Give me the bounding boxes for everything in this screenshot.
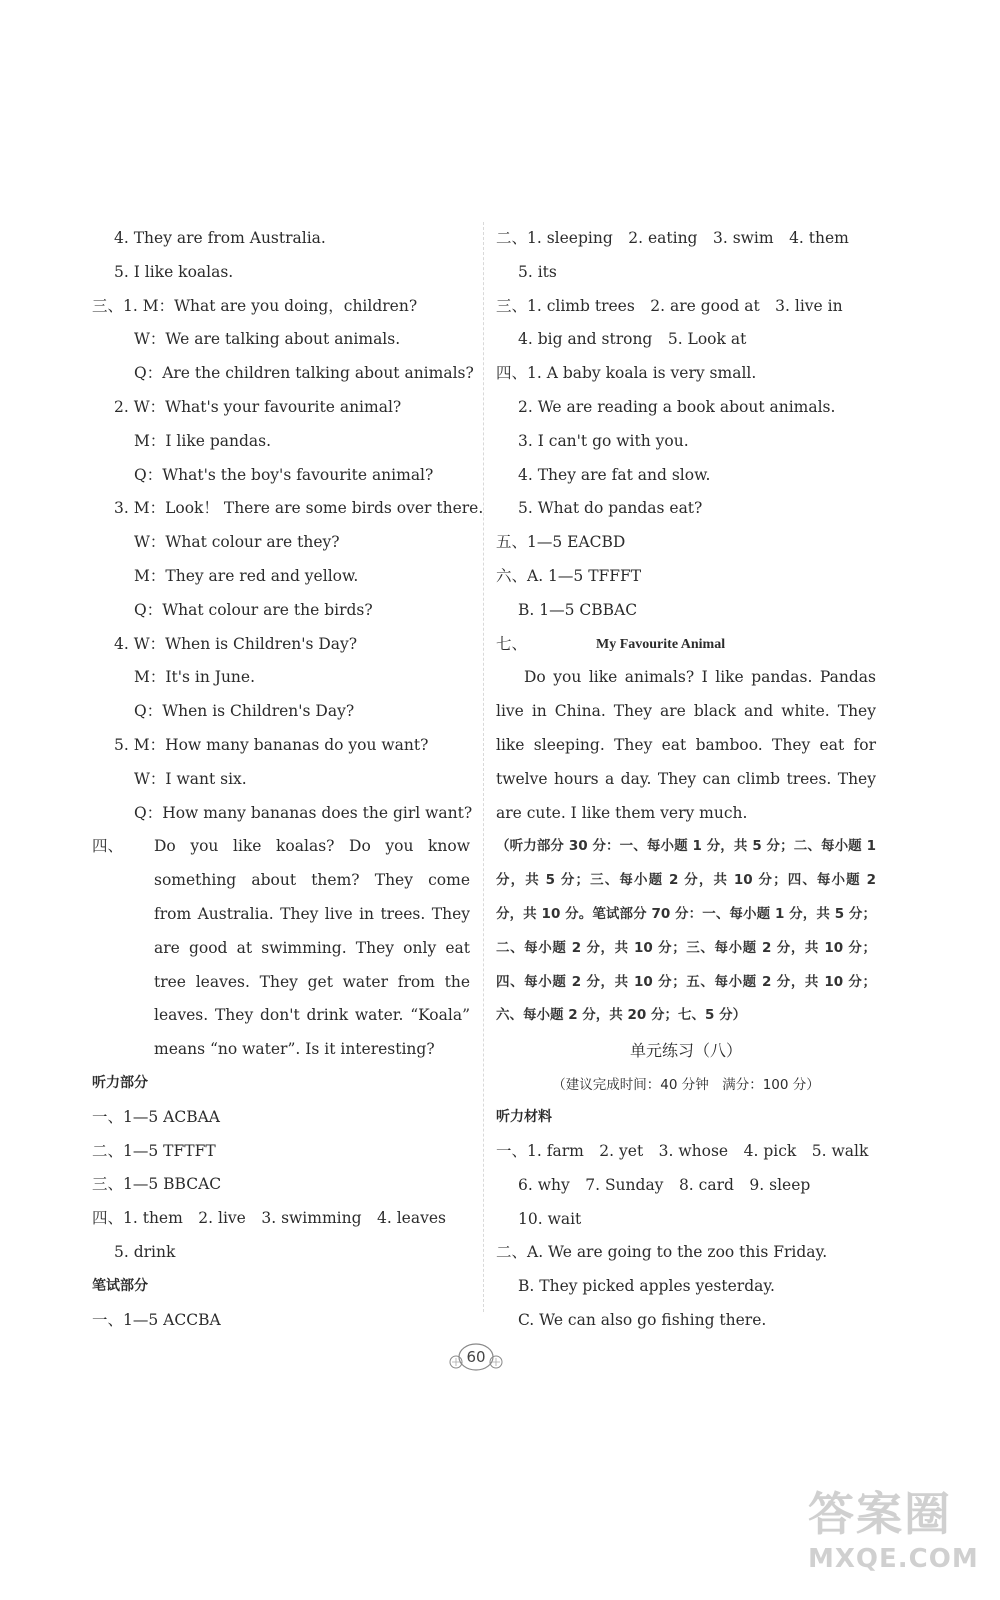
watermark-url: MXQE.COM	[808, 1544, 979, 1574]
answer-line: 5. its	[518, 262, 557, 281]
koala-passage-block	[92, 830, 470, 1067]
dialogue-line: W：I want six.	[134, 769, 247, 788]
watermark-text: 答案圈	[808, 1487, 952, 1541]
dialogue-line: W：We are talking about animals.	[134, 330, 401, 349]
right-column	[496, 222, 876, 1338]
koala-passage	[122, 830, 470, 1067]
column-divider	[483, 222, 484, 1312]
essay-title: My Favourite Animal	[596, 636, 726, 652]
dialogue-line: 3. M：Look！ There are some birds over there.	[114, 499, 484, 518]
answer-line: 四、1. them 2. live 3. swimming 4. leaves	[92, 1209, 446, 1228]
dialogue-line: 4. W：When is Children's Day?	[114, 634, 358, 653]
passage-text: Do you like koalas? Do you know something about them? They come from Australia. They live in trees. They are good at swimming. They only eat tree leaves. They get water from the leaves. They don't drink water. “Koala” means “no water”. Is it interesting?	[154, 837, 470, 1059]
answer-line: 一、1—5 ACBAA	[92, 1107, 220, 1126]
answer-line: 四、1. A baby koala is very small.	[496, 364, 757, 383]
answer-line: 5. I like koalas.	[114, 262, 234, 281]
unit-title: 单元练习（八）	[629, 1041, 742, 1061]
dialogue-line: Q：Are the children talking about animals?	[134, 364, 474, 383]
answer-line: 2. We are reading a book about animals.	[518, 397, 836, 416]
page-number-text: 60	[466, 1348, 486, 1366]
unit-subtitle: （建议完成时间：40 分钟 满分：100 分）	[552, 1077, 820, 1094]
answer-line: 二、A. We are going to the zoo this Friday.	[496, 1243, 828, 1262]
answer-line: 二、1—5 TFTFT	[92, 1141, 216, 1160]
answer-line: 4. big and strong 5. Look at	[518, 330, 747, 349]
dialogue-line: Q：How many bananas does the girl want?	[134, 803, 473, 822]
answer-line: 六、A. 1—5 TFFFT	[496, 566, 642, 585]
answer-line: 6. why 7. Sunday 8. card 9. sleep	[518, 1175, 811, 1194]
dialogue-line: M：It's in June.	[134, 668, 256, 687]
page-number	[448, 1340, 504, 1374]
section-heading-materials: 听力材料	[496, 1109, 552, 1126]
dialogue-line: Q：What colour are the birds?	[134, 600, 373, 619]
answer-line: 一、1. farm 2. yet 3. whose 4. pick 5. walk	[496, 1141, 869, 1160]
dialogue-line: Q：When is Children's Day?	[134, 702, 355, 721]
answer-line: 5. What do pandas eat?	[518, 499, 703, 518]
dialogue-line: M：I like pandas.	[134, 431, 272, 450]
answer-line: B. 1—5 CBBAC	[518, 600, 638, 619]
essay-heading-row	[496, 628, 876, 662]
dialogue-line: 2. W：What's your favourite animal?	[114, 397, 402, 416]
section-heading-written: 笔试部分	[92, 1277, 148, 1294]
essay-text: Do you like animals? I like pandas. Pandas live in China. They are black and white. They like sleeping. They eat bamboo. They eat for twelve hours a day. They can climb trees. They are cute. I like them very much.	[496, 668, 876, 822]
answer-line: 三、1. climb trees 2. are good at 3. live in	[496, 296, 843, 315]
answer-line: 10. wait	[518, 1209, 582, 1228]
answer-line: 5. drink	[114, 1242, 176, 1261]
answer-line: 三、1. M：What are you doing，children?	[92, 296, 418, 315]
answer-line: C. We can also go fishing there.	[518, 1310, 767, 1329]
dialogue-line: W：What colour are they?	[134, 533, 340, 552]
answer-line: 三、1—5 BBCAC	[92, 1175, 222, 1194]
answer-line: 二、1. sleeping 2. eating 3. swim 4. them	[496, 229, 849, 247]
answer-line: 4. They are from Australia.	[114, 229, 326, 247]
section-label: 四、	[92, 837, 124, 856]
watermark-logo	[808, 1478, 988, 1588]
dialogue-line: Q：What's the boy's favourite animal?	[134, 465, 434, 484]
answer-line: B. They picked apples yesterday.	[518, 1277, 775, 1296]
answer-line: 4. They are fat and slow.	[518, 465, 711, 484]
score-note: （听力部分 30 分：一、每小题 1 分，共 5 分；二、每小题 1 分，共 5 分；三、每小题 2 分，共 10 分；四、每小题 2 分，共 10 分。笔试部分 70 分：一、每小题 1 分，共 5 分；二、每小题 2 分，共 10 分；三、每小题 2 分，共 10 分；四、每小题 2 分，共 10 分；五、每小题 2 分，共 10 分；六、每小题 2 分，共 20 分；七、5 分）	[496, 838, 876, 1024]
answer-line: 3. I can't go with you.	[518, 431, 689, 450]
answer-line: 一、1—5 ACCBA	[92, 1310, 221, 1329]
section-label: 七、	[496, 634, 528, 653]
left-column	[92, 222, 484, 1337]
section-heading-listening: 听力部分	[92, 1074, 148, 1091]
dialogue-line: M：They are red and yellow.	[134, 566, 359, 585]
answer-line: 五、1—5 EACBD	[496, 533, 626, 552]
dialogue-line: 5. M：How many bananas do you want?	[114, 735, 429, 754]
